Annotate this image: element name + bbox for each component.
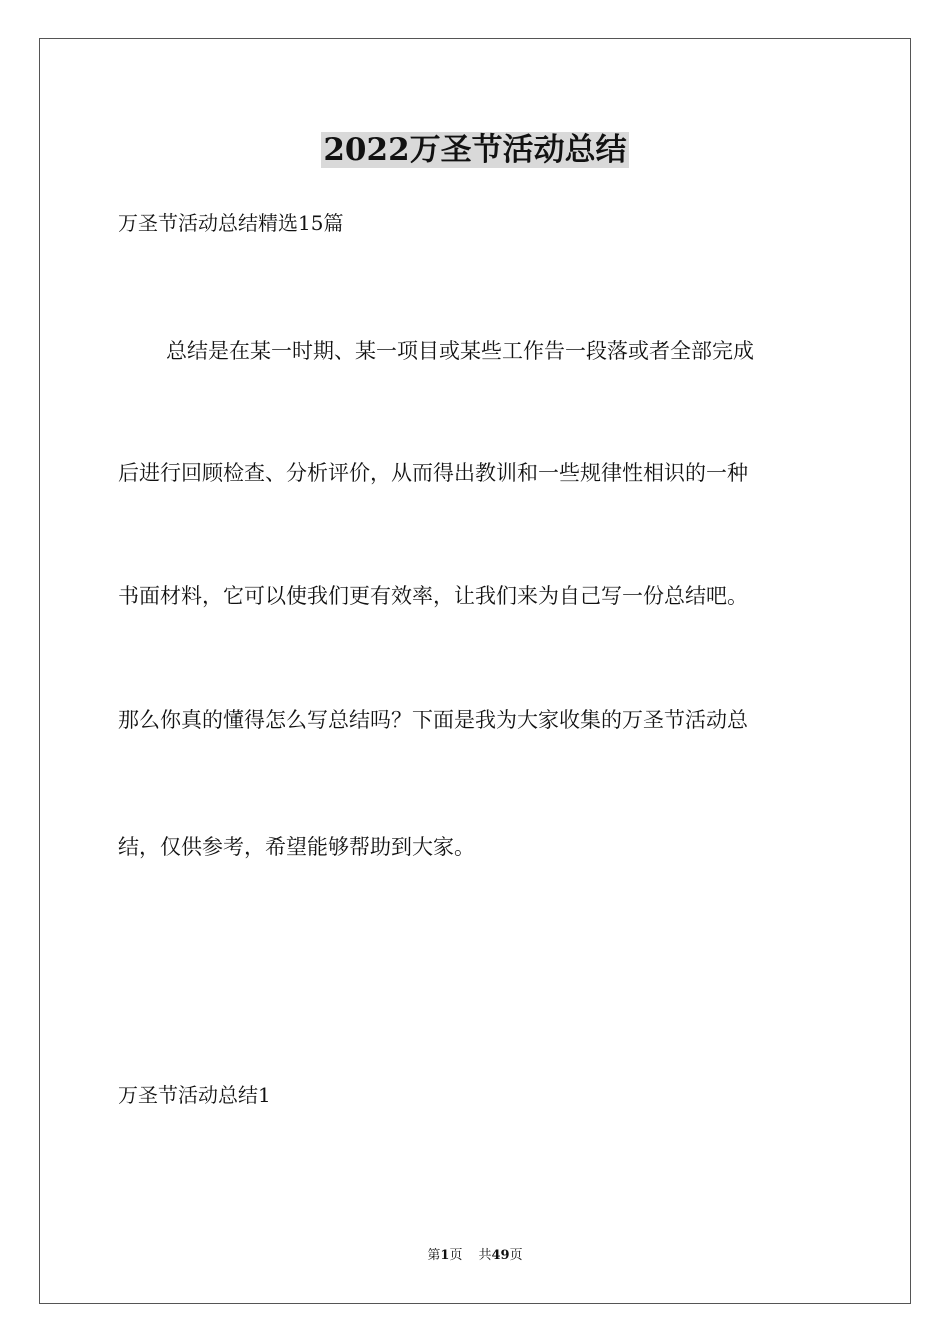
document-title <box>0 128 950 172</box>
total-suffix: 页 <box>509 1248 523 1263</box>
intro-line-1: 总结是在某一时期、某一项目或某些工作告一段落或者全部完成 <box>166 339 754 363</box>
intro-line-4: 那么你真的懂得怎么写总结吗？下面是我为大家收集的万圣节活动总 <box>118 708 748 732</box>
document-subtitle: 万圣节活动总结精选15篇 <box>118 211 344 235</box>
section-heading: 万圣节活动总结1 <box>118 1083 271 1107</box>
document-title-text: 2022万圣节活动总结 <box>323 132 627 168</box>
page-prefix: 第 <box>427 1248 441 1263</box>
intro-line-3: 书面材料，它可以使我们更有效率，让我们来为自己写一份总结吧。 <box>118 584 748 608</box>
intro-line-2: 后进行回顾检查、分析评价，从而得出教训和一些规律性相识的一种 <box>118 461 748 485</box>
total-pages: 49 <box>491 1248 510 1263</box>
total-prefix: 共 <box>478 1248 492 1263</box>
page-footer <box>0 1246 950 1266</box>
page-number: 1 <box>440 1248 450 1263</box>
page-suffix: 页 <box>449 1248 463 1263</box>
intro-line-5: 结，仅供参考，希望能够帮助到大家。 <box>118 835 475 859</box>
